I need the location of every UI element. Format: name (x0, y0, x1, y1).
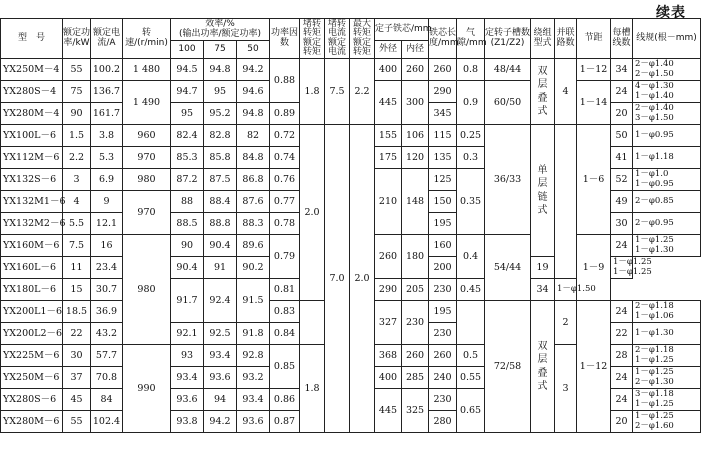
cell-eff: 92.8 (237, 345, 270, 367)
cell-core: 230 (429, 389, 457, 411)
cell-eff: 94 (204, 389, 237, 411)
cell-pf: 0.76 (270, 169, 300, 191)
wire-line: 2－φ1.50 (635, 68, 674, 79)
cell-core: 230 (429, 323, 457, 345)
wire-line: 2－φ1.18 (635, 345, 674, 356)
cell-gap: 0.5 (457, 345, 485, 367)
cell-max-torque: 2.2 (350, 59, 375, 125)
cell-speed: 1 480 (123, 59, 171, 81)
cell-core: 160 (429, 235, 457, 257)
cell-gap: 0.3 (457, 147, 485, 169)
cell-id: 260 (402, 59, 429, 81)
cell-turns: 30 (611, 213, 633, 235)
cell-eff: 90.4 (204, 235, 237, 257)
header-outer-dia: 外径 (375, 41, 402, 59)
cell-eff: 89.6 (237, 235, 270, 257)
wire-line: 2－φ1.30 (635, 376, 674, 387)
cell-gap: 0.9 (457, 81, 485, 125)
cell-eff: 88.4 (204, 191, 237, 213)
wire-line: 1－φ1.50 (557, 283, 596, 294)
cell-torque: 1.8 (300, 59, 325, 125)
wire-line: 2－φ1.40 (635, 103, 674, 114)
table-row (1, 125, 701, 147)
cell-eff: 94.2 (204, 411, 237, 433)
cell-gap: 0.65 (457, 389, 485, 433)
cell-pf: 0.72 (270, 125, 300, 147)
cell-turns: 24 (611, 235, 633, 257)
motor-spec-table (0, 18, 701, 433)
cell-id: 300 (402, 81, 429, 125)
cell-pitch: 1－12 (577, 59, 611, 81)
cell-current: 9 (91, 191, 123, 213)
wire-line: 1－φ1.30 (635, 327, 674, 338)
cell-wire (633, 411, 701, 433)
header-turns: 每槽线数 (611, 19, 633, 59)
cell-eff: 93.6 (171, 389, 204, 411)
cell-core: 290 (429, 81, 457, 103)
cell-gap: 0.8 (457, 59, 485, 81)
cell-eff: 93.4 (171, 367, 204, 389)
cell-model: YX160M－6 (1, 235, 63, 257)
cell-slots: 60/50 (485, 81, 531, 125)
header-max-torque: 最大转矩额定转矩 (350, 19, 375, 59)
cell-wire (633, 103, 701, 125)
cell-eff: 91 (204, 257, 237, 279)
page-title: 续表 (656, 5, 686, 21)
cell-eff: 85.3 (171, 147, 204, 169)
cell-power: 55 (63, 411, 91, 433)
winding-label: 双层叠式 (537, 65, 548, 117)
cell-core: 240 (429, 367, 457, 389)
cell-gap (457, 301, 485, 345)
cell-current: 6.9 (91, 169, 123, 191)
cell-winding (531, 125, 555, 257)
cell-current: 102.4 (91, 411, 123, 433)
header-efficiency-sub: (输出功率/额定功率) (178, 28, 262, 39)
cell-pf: 0.87 (270, 411, 300, 433)
cell-model: YX250M－6 (1, 367, 63, 389)
header-inner-dia: 内径 (402, 41, 429, 59)
cell-speed: 980 (123, 169, 171, 191)
cell-model: YX200L1－6 (1, 301, 63, 323)
cell-current: 16 (91, 235, 123, 257)
cell-eff: 85.8 (204, 147, 237, 169)
cell-eff: 94.2 (237, 59, 270, 81)
cell-eff: 88.5 (171, 213, 204, 235)
cell-power: 22 (63, 323, 91, 345)
cell-turns: 52 (611, 169, 633, 191)
cell-power: 90 (63, 103, 91, 125)
cell-current: 43.2 (91, 323, 123, 345)
cell-power: 55 (63, 59, 91, 81)
cell-eff: 90.2 (237, 257, 270, 279)
wire-line: 1－φ0.95 (635, 178, 674, 189)
cell-wire (633, 59, 701, 81)
cell-current: 5.3 (91, 147, 123, 169)
cell-current: 12.1 (91, 213, 123, 235)
cell-eff: 93.6 (204, 367, 237, 389)
cell-power: 2.2 (63, 147, 91, 169)
cell-od: 445 (375, 81, 402, 125)
cell-current: 136.7 (91, 81, 123, 103)
cell-wire (555, 279, 596, 301)
cell-current: 100.2 (91, 59, 123, 81)
cell-core: 135 (429, 147, 457, 169)
cell-torque: 1.8 (300, 345, 325, 433)
cell-power: 5.5 (63, 213, 91, 235)
header-power-factor: 功率因数 (270, 19, 300, 59)
cell-core: 280 (429, 411, 457, 433)
cell-torque: 2.0 (300, 125, 325, 301)
cell-eff: 88.3 (237, 213, 270, 235)
cell-gap: 0.45 (457, 279, 485, 301)
cell-core: 260 (429, 59, 457, 81)
cell-od: 368 (375, 345, 402, 367)
cell-eff: 84.8 (237, 147, 270, 169)
cell-core: 230 (429, 279, 457, 301)
cell-turns: 24 (611, 301, 633, 323)
wire-line: 4－φ1.30 (635, 81, 674, 92)
cell-model: YX100L－6 (1, 125, 63, 147)
cell-model: YX112M－6 (1, 147, 63, 169)
cell-eff: 87.5 (204, 169, 237, 191)
wire-line: 1－φ1.25 (613, 266, 652, 277)
wire-line: 1－φ1.25 (635, 354, 674, 365)
header-model: 型 号 (1, 19, 63, 59)
cell-power: 45 (63, 389, 91, 411)
cell-turns: 28 (611, 345, 633, 367)
header-locked-torque: 堵转转矩额定转矩 (300, 19, 325, 59)
cell-core: 150 (429, 191, 457, 213)
cell-eff: 91.7 (171, 279, 204, 323)
cell-eff: 86.8 (237, 169, 270, 191)
cell-turns: 20 (611, 411, 633, 433)
cell-wire (633, 169, 701, 191)
cell-lr-current: 7.5 (325, 59, 350, 125)
cell-model: YX280M－4 (1, 103, 63, 125)
cell-eff: 95 (204, 81, 237, 103)
cell-torque (300, 301, 325, 345)
wire-line: 1－φ1.25 (635, 411, 674, 422)
cell-model: YX225M－6 (1, 345, 63, 367)
cell-core: 115 (429, 125, 457, 147)
cell-eff: 88.8 (204, 213, 237, 235)
cell-turns: 24 (611, 389, 633, 411)
cell-speed: 1 490 (123, 81, 171, 125)
cell-od: 290 (375, 279, 402, 301)
cell-pf: 0.85 (270, 345, 300, 389)
cell-pf: 0.84 (270, 323, 300, 345)
cell-od: 210 (375, 169, 402, 235)
cell-id: 285 (402, 367, 429, 389)
header-power: 额定功率/kW (63, 19, 91, 59)
cell-model: YX160L－6 (1, 257, 63, 279)
cell-pf: 0.81 (270, 279, 300, 301)
cell-id: 180 (402, 235, 429, 279)
cell-winding (531, 301, 555, 433)
wire-line: 1－φ1.18 (635, 151, 674, 162)
cell-od: 400 (375, 59, 402, 81)
cell-id: 260 (402, 345, 429, 367)
cell-parallel: 2 (555, 301, 577, 345)
cell-eff: 94.8 (237, 103, 270, 125)
cell-pf: 0.86 (270, 389, 300, 411)
cell-parallel (555, 125, 577, 279)
cell-current: 36.9 (91, 301, 123, 323)
cell-eff: 95 (171, 103, 204, 125)
cell-slots: 54/44 (485, 235, 531, 301)
winding-label: 双层叠式 (537, 340, 548, 392)
cell-lr-current: 7.0 (325, 125, 350, 433)
wire-line: 1－φ1.25 (635, 235, 674, 246)
wire-line: 2－φ1.60 (635, 420, 674, 431)
cell-eff: 92.5 (204, 323, 237, 345)
header-speed: 转速/(r/min) (123, 19, 171, 59)
cell-eff: 94.5 (171, 59, 204, 81)
cell-power: 15 (63, 279, 91, 301)
cell-slots: 72/58 (485, 301, 531, 433)
wire-line: 3－φ1.50 (635, 112, 674, 123)
header-eff-75: 75 (204, 41, 237, 59)
cell-id: 148 (402, 169, 429, 235)
cell-turns: 49 (611, 191, 633, 213)
cell-model: YX280S－6 (1, 389, 63, 411)
cell-current: 3.8 (91, 125, 123, 147)
cell-turns: 41 (611, 147, 633, 169)
cell-gap: 0.4 (457, 235, 485, 279)
cell-wire (611, 257, 652, 279)
cell-parallel: 4 (555, 59, 577, 125)
cell-wire (633, 389, 701, 411)
cell-gap: 0.25 (457, 125, 485, 147)
cell-wire (633, 323, 701, 345)
cell-model: YX132M2－6 (1, 213, 63, 235)
header-core-length: 铁芯长度/mm (429, 19, 457, 59)
cell-core: 260 (429, 345, 457, 367)
wire-line: 3－φ1.18 (635, 389, 674, 400)
cell-id: 205 (402, 279, 429, 301)
header-winding: 绕组型式 (531, 19, 555, 59)
wire-line: 1－φ1.06 (635, 310, 674, 321)
cell-model: YX280M－6 (1, 411, 63, 433)
cell-eff: 87.6 (237, 191, 270, 213)
cell-eff: 91.8 (237, 323, 270, 345)
cell-eff: 90.4 (171, 257, 204, 279)
cell-turns: 50 (611, 125, 633, 147)
cell-core: 125 (429, 169, 457, 191)
cell-power: 30 (63, 345, 91, 367)
cell-eff: 93.6 (237, 411, 270, 433)
cell-eff: 93.4 (204, 345, 237, 367)
cell-power: 18.5 (63, 301, 91, 323)
cell-id: 106 (402, 125, 429, 147)
cell-power: 37 (63, 367, 91, 389)
cell-pf: 0.88 (270, 59, 300, 103)
cell-power: 1.5 (63, 125, 91, 147)
cell-wire (633, 367, 701, 389)
cell-eff: 82.8 (204, 125, 237, 147)
header-wire: 线规(根－mm) (633, 19, 701, 59)
cell-pitch: 1－12 (577, 301, 611, 433)
cell-id: 325 (402, 389, 429, 433)
cell-od: 445 (375, 389, 402, 433)
cell-current: 161.7 (91, 103, 123, 125)
cell-core: 345 (429, 103, 457, 125)
cell-model: YX180L－6 (1, 279, 63, 301)
cell-model: YX280S－4 (1, 81, 63, 103)
cell-eff: 92.1 (171, 323, 204, 345)
wire-line: 2－φ1.18 (635, 301, 674, 312)
cell-eff: 93 (171, 345, 204, 367)
header-locked-current: 堵转电流额定电流 (325, 19, 350, 59)
cell-current: 23.4 (91, 257, 123, 279)
cell-power: 4 (63, 191, 91, 213)
cell-power: 3 (63, 169, 91, 191)
cell-pf: 0.77 (270, 191, 300, 213)
cell-eff: 90 (171, 235, 204, 257)
cell-slots: 36/33 (485, 125, 531, 235)
cell-gap: 0.35 (457, 169, 485, 235)
wire-line: 1－φ1.25 (613, 257, 652, 268)
wire-line: 2－φ0.95 (635, 217, 674, 228)
cell-eff: 93.2 (237, 367, 270, 389)
cell-slots: 48/44 (485, 59, 531, 81)
cell-pf: 0.78 (270, 213, 300, 235)
cell-eff: 82 (237, 125, 270, 147)
wire-line: 1－φ0.95 (635, 129, 674, 140)
cell-core: 195 (429, 213, 457, 235)
cell-gap: 0.55 (457, 367, 485, 389)
cell-eff: 94.8 (204, 59, 237, 81)
cell-speed: 980 (123, 235, 171, 345)
cell-current: 57.7 (91, 345, 123, 367)
cell-power: 7.5 (63, 235, 91, 257)
cell-winding (531, 59, 555, 125)
cell-pf: 0.79 (270, 235, 300, 279)
cell-od: 260 (375, 235, 402, 279)
wire-line: 2－φ1.40 (635, 59, 674, 70)
cell-eff: 94.6 (237, 81, 270, 103)
cell-turns: 34 (531, 279, 555, 301)
wire-line: 1－φ1.25 (635, 367, 674, 378)
cell-turns: 24 (611, 81, 633, 103)
wire-line: 1－φ1.25 (635, 398, 674, 409)
cell-wire (633, 191, 701, 213)
cell-eff: 91.5 (237, 279, 270, 323)
cell-eff: 82.4 (171, 125, 204, 147)
cell-wire (633, 301, 701, 323)
cell-wire (633, 235, 701, 257)
header-efficiency-label: 效率/% (205, 19, 235, 30)
wire-line: 1－φ1.30 (635, 244, 674, 255)
cell-core: 195 (429, 301, 457, 323)
cell-model: YX132M1－6 (1, 191, 63, 213)
cell-turns: 34 (611, 59, 633, 81)
cell-turns: 22 (611, 323, 633, 345)
cell-od: 327 (375, 301, 402, 345)
header-eff-50: 50 (237, 41, 270, 59)
cell-id: 230 (402, 301, 429, 345)
cell-od: 400 (375, 367, 402, 389)
cell-turns: 19 (531, 257, 555, 279)
winding-label: 单层链式 (537, 164, 548, 216)
cell-eff: 94.7 (171, 81, 204, 103)
cell-eff: 87.2 (171, 169, 204, 191)
cell-pitch: 1－9 (577, 235, 611, 301)
header-air-gap: 气隙/mm (457, 19, 485, 59)
cell-model: YX132S－6 (1, 169, 63, 191)
table-row (1, 59, 701, 81)
cell-od: 155 (375, 125, 402, 147)
cell-id: 120 (402, 147, 429, 169)
cell-speed: 970 (123, 191, 171, 235)
cell-power: 11 (63, 257, 91, 279)
cell-current: 84 (91, 389, 123, 411)
cell-eff: 93.8 (171, 411, 204, 433)
cell-eff: 88 (171, 191, 204, 213)
cell-core: 200 (429, 257, 457, 279)
wire-line: 1－φ1.40 (635, 90, 674, 101)
wire-line: 1－φ1.0 (635, 169, 669, 180)
cell-wire (633, 147, 701, 169)
cell-current: 30.7 (91, 279, 123, 301)
cell-pf: 0.74 (270, 147, 300, 169)
header-eff-100: 100 (171, 41, 204, 59)
wire-line: 2－φ0.85 (635, 195, 674, 206)
cell-wire (633, 213, 701, 235)
header-stator-core: 定子铁芯/mm (375, 19, 429, 41)
cell-power: 75 (63, 81, 91, 103)
header-parallel: 并联路数 (555, 19, 577, 59)
cell-wire (633, 81, 701, 103)
cell-model: YX200L2－6 (1, 323, 63, 345)
cell-pitch: 1－14 (577, 81, 611, 125)
cell-pf: 0.89 (270, 103, 300, 125)
cell-max-torque: 2.0 (350, 125, 375, 433)
cell-speed: 960 (123, 125, 171, 147)
cell-model: YX250M－4 (1, 59, 63, 81)
header-pitch: 节距 (577, 19, 611, 59)
cell-wire (633, 125, 701, 147)
cell-eff: 92.4 (204, 279, 237, 323)
cell-turns: 20 (611, 103, 633, 125)
header-efficiency (171, 19, 270, 41)
cell-eff: 95.2 (204, 103, 237, 125)
cell-pf: 0.83 (270, 301, 300, 323)
cell-parallel: 3 (555, 345, 577, 433)
cell-eff: 93.4 (237, 389, 270, 411)
cell-wire (633, 345, 701, 367)
cell-pitch: 1－6 (577, 125, 611, 235)
cell-turns: 24 (611, 367, 633, 389)
header-current: 额定电流/A (91, 19, 123, 59)
header-slots: 定转子槽数(Z1/Z2) (485, 19, 531, 59)
cell-speed: 990 (123, 345, 171, 433)
cell-od: 175 (375, 147, 402, 169)
cell-speed: 970 (123, 147, 171, 169)
cell-current: 70.8 (91, 367, 123, 389)
